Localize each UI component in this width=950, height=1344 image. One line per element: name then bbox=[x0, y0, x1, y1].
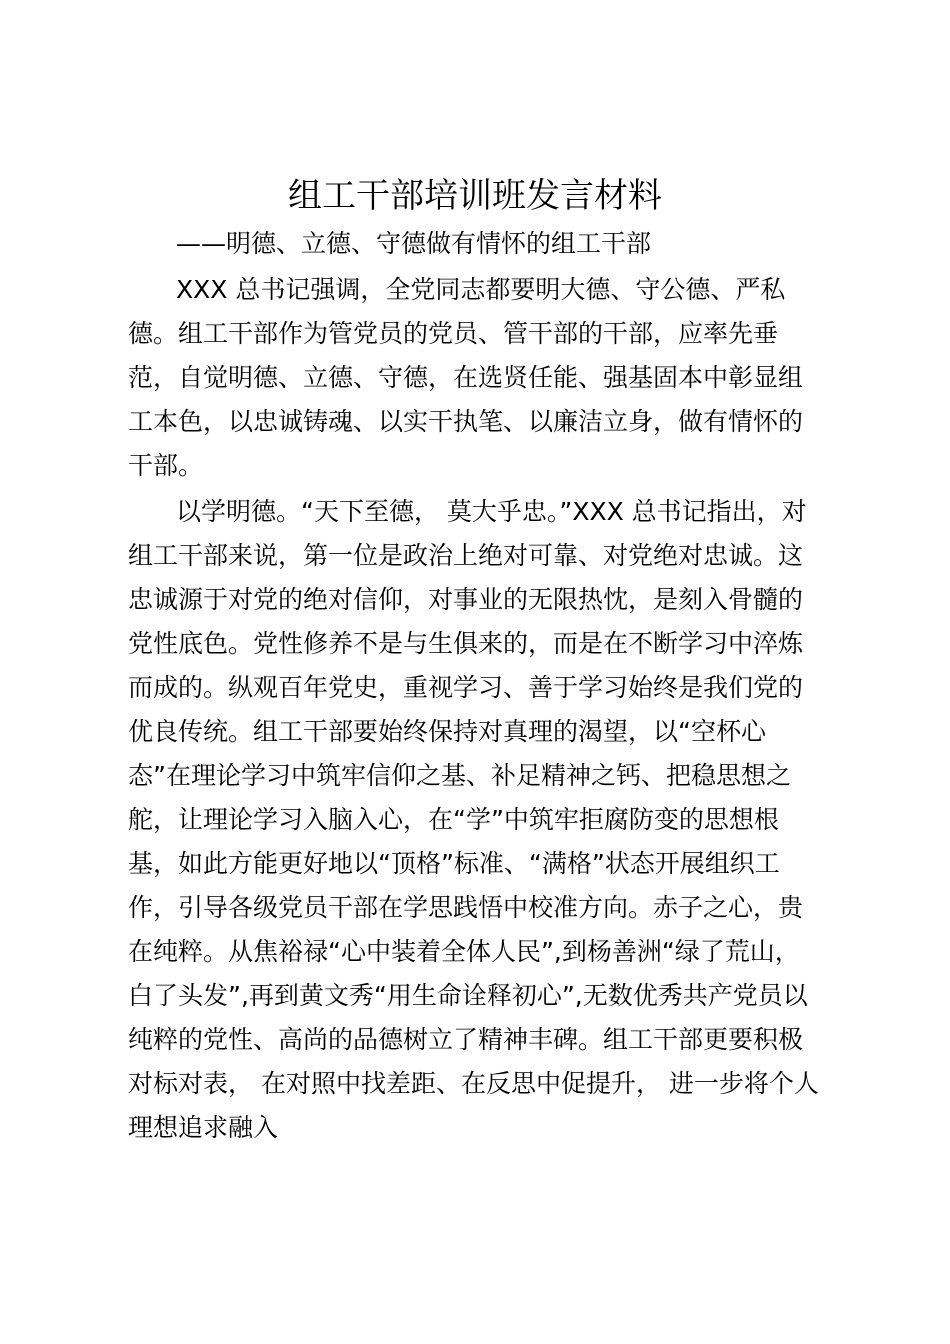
document-title: 组工干部培训班发言材料 bbox=[288, 176, 662, 216]
document-subtitle: ——明德、立德、守德做有情怀的组工干部 bbox=[176, 229, 652, 258]
text-line: 范，自觉明德、立德、守德，在选贤任能、强基固本中彰显组 bbox=[128, 363, 804, 392]
text-line: 党性底色。党性修养不是与生俱来的，而是在不断学习中淬炼 bbox=[128, 629, 804, 658]
text-line: 白了头发”,再到黄文秀“用生命诠释初心”,无数优秀共产党员以 bbox=[128, 981, 808, 1010]
text-line: 基，如此方能更好地以“顶格”标准、“满格”状态开展组织工 bbox=[128, 849, 780, 878]
text-line: XXX 总书记强调，全党同志都要明大德、守公德、严私 bbox=[176, 275, 786, 304]
text-line: 干部。 bbox=[128, 451, 204, 480]
text-line: 优良传统。组工干部要始终保持对真理的渴望，以“空杯心 bbox=[128, 717, 766, 746]
text-line: 理想追求融入 bbox=[128, 1113, 279, 1142]
text-line: 态”在理论学习中筑牢信仰之基、补足精神之钙、把稳思想之 bbox=[128, 761, 791, 790]
text-line: 德。组工干部作为管党员的党员、管干部的干部，应率先垂 bbox=[128, 319, 779, 348]
text-line: 纯粹的党性、高尚的品德树立了精神丰碑。组工干部更要积极 bbox=[128, 1025, 804, 1054]
text-line: 在纯粹。从焦裕禄“心中装着全体人民”,到杨善洲“绿了荒山， bbox=[128, 937, 800, 966]
text-line: 忠诚源于对党的绝对信仰，对事业的无限热忱，是刻入骨髓的 bbox=[128, 585, 804, 614]
text-line: 舵，让理论学习入脑入心，在“学”中筑牢拒腐防变的思想根 bbox=[128, 805, 779, 834]
text-line: 对标对表， 在对照中找差距、在反思中促提升， 进一步将个人 bbox=[128, 1069, 819, 1098]
text-line: 作，引导各级党员干部在学思践悟中校准方向。赤子之心，贵 bbox=[128, 893, 804, 922]
text-line: 以学明德。“天下至德， 莫大乎忠。”XXX 总书记指出，对 bbox=[176, 497, 807, 526]
text-line: 而成的。纵观百年党史，重视学习、善于学习始终是我们党的 bbox=[128, 673, 804, 702]
text-line: 工本色，以忠诚铸魂、以实干执笔、以廉洁立身，做有情怀的 bbox=[128, 407, 804, 436]
text-line: 组工干部来说，第一位是政治上绝对可靠、对党绝对忠诚。这 bbox=[128, 541, 804, 570]
